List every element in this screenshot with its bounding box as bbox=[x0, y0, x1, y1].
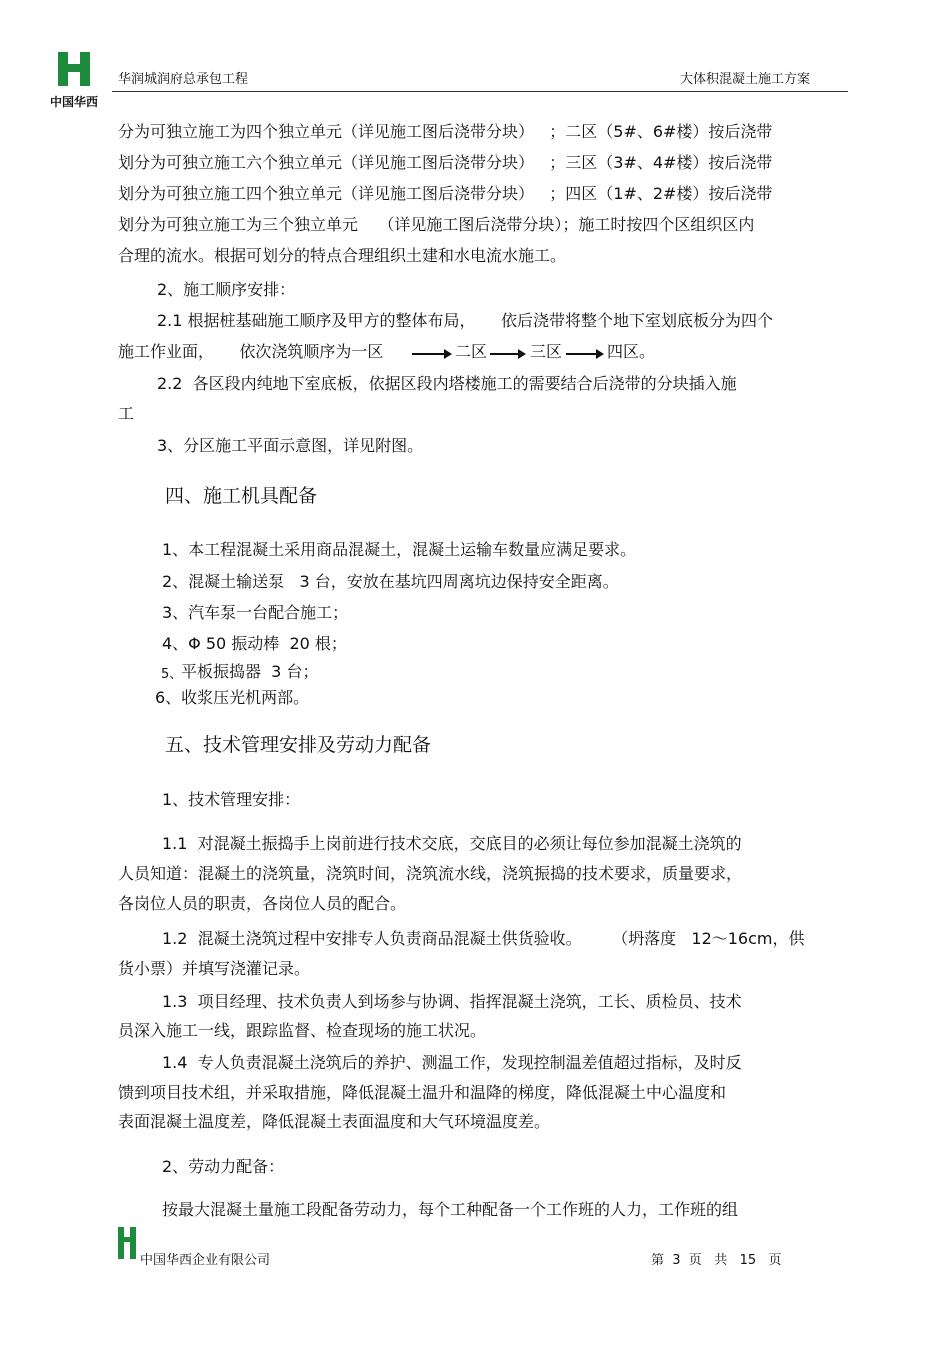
subheading: 1、技术管理安排： bbox=[162, 790, 301, 809]
body-line: 1.4 专人负责混凝土浇筑后的养护、测温工作，发现控制温差值超过指标，及时反 bbox=[162, 1053, 742, 1072]
subheading: 2、施工顺序安排： bbox=[157, 280, 296, 299]
body-line: 人员知道：混凝土的浇筑量，浇筑时间，浇筑流水线，浇筑振捣的技术要求，质量要求， bbox=[118, 864, 743, 883]
section-heading: 四、施工机具配备 bbox=[165, 485, 318, 507]
footer-company: 中国华西企业有限公司 bbox=[140, 1253, 271, 1268]
sequence-zone: 二区 bbox=[455, 342, 488, 361]
list-number: 5、 bbox=[161, 667, 183, 682]
list-item: 4、Φ 50 振动棒 20 根； bbox=[162, 634, 347, 653]
body-line: 1.3 项目经理、技术负责人到场参与协调、指挥混凝土浇筑，工长、质检员、技术 bbox=[162, 992, 742, 1011]
list-item: 3、汽车泵一台配合施工； bbox=[162, 603, 349, 622]
arrow-right-icon bbox=[490, 348, 526, 360]
header-doc-title: 大体积混凝土施工方案 bbox=[680, 72, 811, 87]
body-line: 2.1 根据桩基础施工顺序及甲方的整体布局， 依后浇带将整个地下室划底板分为四个 bbox=[157, 311, 773, 330]
section-heading: 五、技术管理安排及劳动力配备 bbox=[165, 734, 432, 756]
list-item: 6、收浆压光机两部。 bbox=[155, 688, 310, 707]
list-item: 2、混凝土输送泵 3 台，安放在基坑四周离坑边保持安全距离。 bbox=[162, 572, 619, 591]
header-divider bbox=[112, 91, 848, 92]
body-line: 员深入施工一线，跟踪监督、检查现场的施工状况。 bbox=[118, 1021, 487, 1040]
list-item: 1、本工程混凝土采用商品混凝土，混凝土运输车数量应满足要求。 bbox=[162, 540, 637, 559]
arrow-right-icon bbox=[412, 348, 452, 360]
huaxi-logo bbox=[44, 50, 106, 110]
body-line: 2.2 各区段内纯地下室底板，依据区段内塔楼施工的需要结合后浇带的分块插入施 bbox=[157, 374, 737, 393]
sequence-zone: 三区 bbox=[530, 342, 563, 361]
body-line: 按最大混凝土量施工段配备劳动力，每个工种配备一个工作班的人力，工作班的组 bbox=[162, 1200, 739, 1219]
body-line: 合理的流水。根据可划分的特点合理组织土建和水电流水施工。 bbox=[118, 246, 567, 265]
subheading: 3、分区施工平面示意图，详见附图。 bbox=[157, 436, 424, 455]
header-project-name: 华润城润府总承包工程 bbox=[118, 72, 249, 87]
body-line: 工 bbox=[118, 404, 135, 423]
subheading: 2、劳动力配备： bbox=[162, 1157, 285, 1176]
sequence-zone: 四区。 bbox=[607, 342, 656, 361]
body-line: 1.2 混凝土浇筑过程中安排专人负责商品混凝土供货验收。 （坍落度 12～16cm，供 bbox=[162, 929, 805, 948]
body-line: 划分为可独立施工六个独立单元（详见施工图后浇带分块） ；三区（3#、4#楼）按后浇带 bbox=[118, 153, 773, 172]
footer-page-number: 第 3 页 共 15 页 bbox=[651, 1253, 782, 1268]
logo-text: 中国华西 bbox=[49, 95, 99, 109]
body-line: 货小票）并填写浇灌记录。 bbox=[118, 959, 311, 978]
body-line: 表面混凝土温度差，降低混凝土表面温度和大气环境温度差。 bbox=[118, 1112, 551, 1131]
list-item: 平板振捣器 3 台； bbox=[181, 662, 319, 681]
arrow-right-icon bbox=[566, 348, 604, 360]
sequence-start: 施工作业面， 依次浇筑顺序为一区 bbox=[118, 342, 384, 361]
body-line: 各岗位人员的职责，各岗位人员的配合。 bbox=[118, 894, 407, 913]
huaxi-footer-logo bbox=[116, 1225, 138, 1261]
body-line: 1.1 对混凝土振捣手上岗前进行技术交底，交底目的必须让每位参加混凝土浇筑的 bbox=[162, 834, 742, 853]
body-line: 馈到项目技术组，并采取措施，降低混凝土温升和温降的梯度，降低混凝土中心温度和 bbox=[118, 1083, 727, 1102]
body-line: 划分为可独立施工四个独立单元（详见施工图后浇带分块） ；四区（1#、2#楼）按后浇带 bbox=[118, 184, 773, 203]
body-line: 划分为可独立施工为三个独立单元 （详见施工图后浇带分块）；施工时按四个区组织区内 bbox=[118, 215, 755, 234]
body-line: 分为可独立施工为四个独立单元（详见施工图后浇带分块） ；二区（5#、6#楼）按后浇带 bbox=[118, 122, 773, 141]
